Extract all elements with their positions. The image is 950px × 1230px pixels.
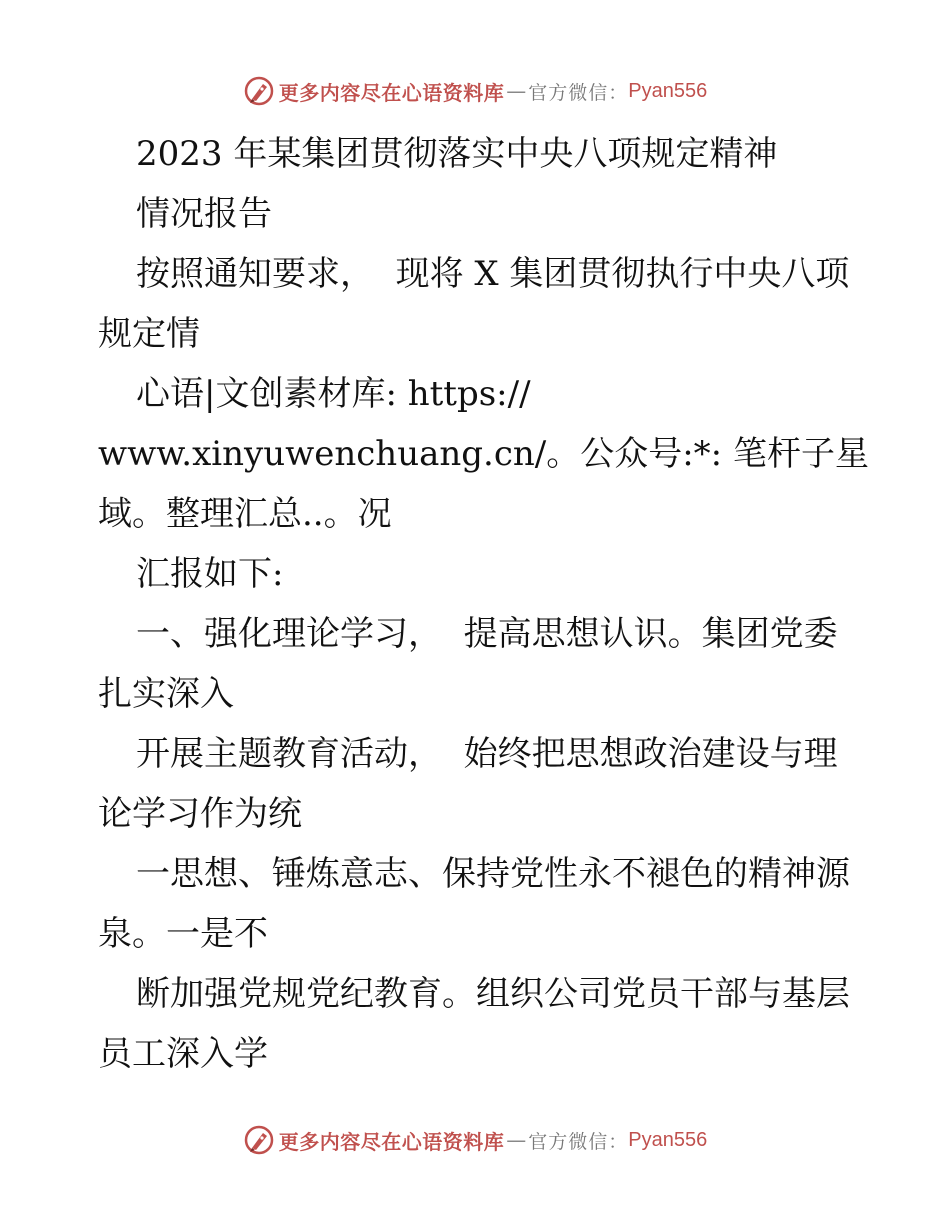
banner-text: 更多内容尽在心语资料库 [278,80,505,105]
banner-wechat-id: Pyan556 [628,1128,708,1151]
banner-dash: — [506,1128,527,1152]
paragraph-line: 扎实深入 [98,674,234,714]
banner-wechat-label: 官方微信： [528,81,629,104]
banner-wechat-label: 官方微信： [528,1130,629,1153]
paragraph-line: 泉。一是不 [98,914,268,954]
paragraph-line: 按照通知要求， 现将 X 集团贯彻执行中央八项 [136,254,850,294]
paragraph-line: 规定情 [98,314,200,354]
pen-nib-logo-icon [243,1124,275,1156]
paragraph-line: 断加强党规党纪教育。组织公司党员干部与基层 [136,974,850,1014]
paragraph-line: 汇报如下: [136,554,284,594]
document-body [98,124,869,1084]
banner-wechat-id: Pyan556 [628,79,708,102]
paragraph-line: 域。整理汇总..。况 [98,494,392,534]
paragraph-line: 开展主题教育活动， 始终把思想政治建设与理 [136,734,838,774]
paragraph-line: 一思想、锤炼意志、保持党性永不褪色的精神源 [136,854,850,894]
paragraph-line: 一、强化理论学习， 提高思想认识。集团党委 [136,614,838,654]
banner-dash: — [506,79,527,103]
header-banner [0,71,950,111]
pen-nib-logo-icon [243,75,275,107]
document-title-line-1: 2023 年某集团贯彻落实中央八项规定精神 [136,134,778,174]
banner-text: 更多内容尽在心语资料库 [278,1129,505,1154]
paragraph-line: 论学习作为统 [98,794,302,834]
paragraph-line: 心语|文创素材库: https:// [136,374,531,414]
document-title-line-2: 情况报告 [136,194,272,234]
paragraph-line: 员工深入学 [98,1034,268,1074]
footer-banner [0,1120,950,1160]
paragraph-line: www.xinyuwenchuang.cn/。公众号:*: 笔杆子星 [98,434,869,474]
